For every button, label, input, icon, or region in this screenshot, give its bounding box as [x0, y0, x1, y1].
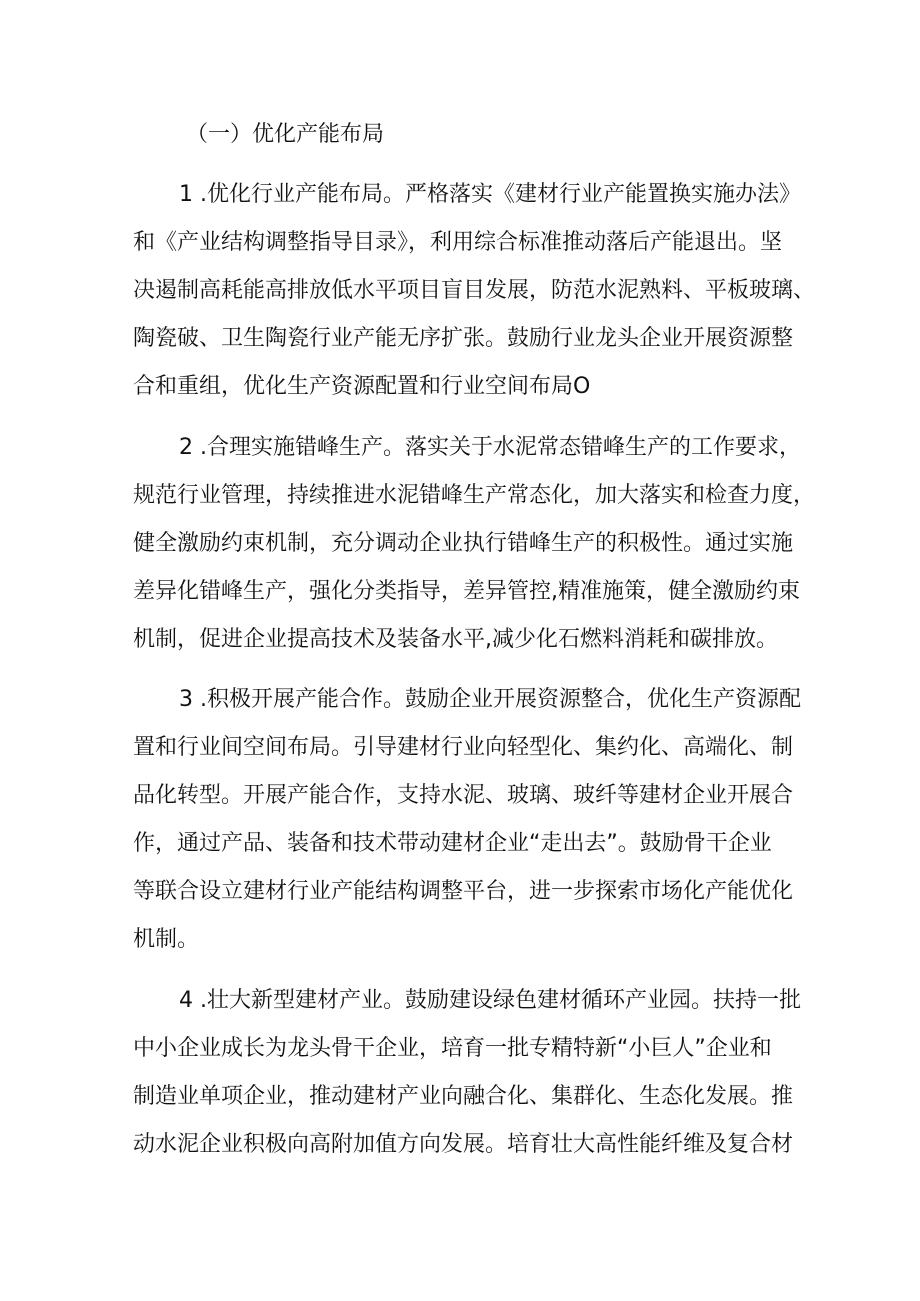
paragraph-line: 机制，促进企业提高技术及装备水平,减少化石燃料消耗和碳排放。 [133, 627, 778, 652]
paragraph-new-building-materials [133, 977, 801, 1169]
paragraph-capacity-layout [133, 171, 816, 411]
paragraph-line: 决遏制高耗能高排放低水平项目盲目发展，防范水泥熟料、平板玻璃、 [133, 278, 816, 303]
paragraph-line: 作，通过产品、装备和技术带动建材企业“走出去”。鼓励骨干企业 [133, 831, 772, 856]
paragraph-line: 制造业单项企业，推动建材产业向融合化、集群化、生态化发展。推 [133, 1084, 794, 1109]
paragraph-staggered-production [133, 424, 816, 664]
paragraph-line: 陶瓷破、卫生陶瓷行业产能无序扩张。鼓励行业龙头企业开展资源整 [133, 326, 794, 351]
paragraph-capacity-cooperation [133, 676, 801, 964]
paragraph-line: 动水泥企业积极向高附加值方向发展。培育壮大高性能纤维及复合材 [133, 1132, 794, 1157]
paragraph-line: 合和重组，优化生产资源配置和行业空间布局O [133, 374, 591, 399]
section-heading: （一）优化产能布局 [186, 122, 385, 147]
paragraph-line: 等联合设立建材行业产能结构调整平台，进一步探索市场化产能优化 [133, 879, 794, 904]
paragraph-line: 4 .壮大新型建材产业。鼓励建设绿色建材循环产业园。扶持一批 [179, 988, 801, 1013]
paragraph-line: 中小企业成长为龙头骨干企业，培育一批专精特新“小巨人”企业和 [133, 1036, 772, 1061]
paragraph-line: 健全激励约束机制，充分调动企业执行错峰生产的积极性。通过实施 [133, 531, 794, 556]
paragraph-line: 机制。 [133, 927, 200, 952]
paragraph-line: 差异化错峰生产，强化分类指导，差异管控,精准施策，健全激励约束 [133, 579, 800, 604]
paragraph-line: 和《产业结构调整指导目录》，利用综合标准推动落后产能退出。坚 [133, 230, 783, 255]
paragraph-line: 1 .优化行业产能布局。严格落实《建材行业产能置换实施办法》 [179, 182, 801, 207]
paragraph-line: 3 .积极开展产能合作。鼓励企业开展资源整合，优化生产资源配 [179, 687, 801, 712]
paragraph-line: 规范行业管理，持续推进水泥错峰生产常态化，加大落实和检查力度， [133, 483, 816, 508]
paragraph-line: 2 .合理实施错峰生产。落实关于水泥常态错峰生产的工作要求， [179, 435, 801, 460]
paragraph-line: 置和行业间空间布局。引导建材行业向轻型化、集约化、高端化、制 [133, 735, 794, 760]
paragraph-line: 品化转型。开展产能合作，支持水泥、玻璃、玻纤等建材企业开展合 [133, 783, 794, 808]
